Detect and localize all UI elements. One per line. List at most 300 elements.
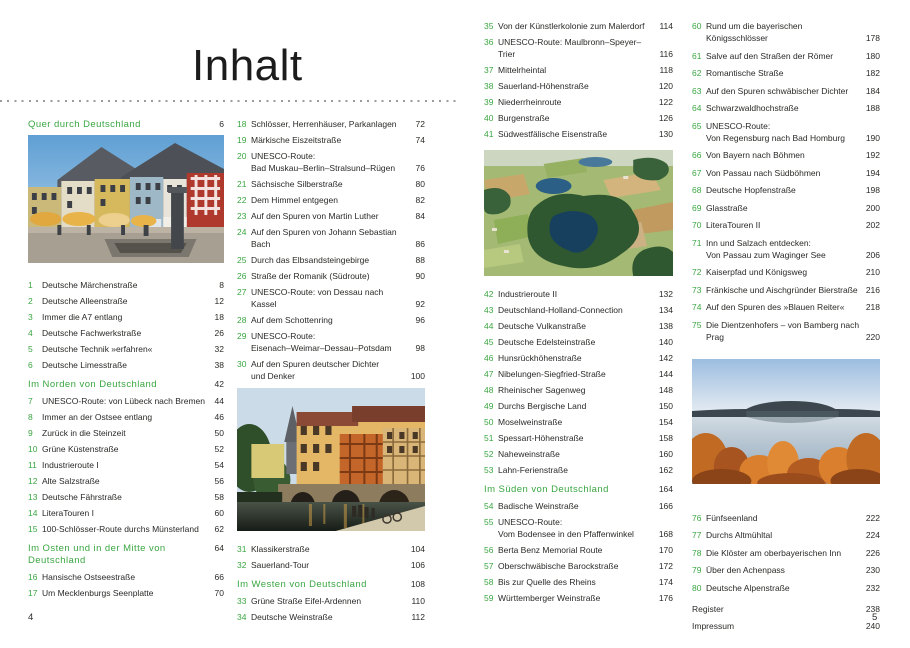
toc-entry: [484, 128, 673, 140]
entry-number: 49: [484, 401, 494, 411]
photo-bridge-dusk: [237, 388, 425, 531]
entry-page: 134: [658, 305, 673, 315]
entry-number: 73: [692, 284, 702, 295]
entry-page: 98: [415, 343, 425, 353]
entry-number: 67: [692, 167, 702, 178]
entry-page: 72: [415, 119, 425, 129]
entry-title-line: Alte Salzstraße: [42, 476, 100, 486]
entry-title-line: Rund um die bayerischen Königsschlösser: [706, 21, 803, 43]
entry-title: [706, 301, 866, 313]
entry-page: 154: [658, 417, 673, 427]
entry-page: 104: [410, 544, 425, 554]
entry-title: [498, 80, 659, 92]
entry-title-line: Die Klöster am oberbayerischen Inn: [706, 547, 842, 558]
entry-title-line: Deutsche Fährstraße: [42, 492, 122, 502]
entry-title-line: Immer an der Ostsee entlang: [42, 412, 153, 422]
entry-page: 60: [214, 508, 224, 518]
section-heading-page: 64: [214, 543, 224, 553]
entry-number: 52: [484, 449, 494, 459]
entry-number: 10: [28, 444, 38, 454]
section-heading-page: 108: [410, 579, 425, 589]
entry-page: 8: [219, 280, 224, 290]
toc-entry: [692, 547, 880, 559]
entry-title: [498, 464, 659, 476]
toc-entry: [484, 432, 673, 444]
entry-title: [498, 128, 659, 140]
entry-title-line: Deutsche Hopfenstraße: [706, 185, 796, 195]
toc-entry: [484, 592, 673, 604]
entry-page: 230: [865, 565, 880, 575]
toc-entry: [237, 226, 425, 250]
toc-entry: [484, 36, 673, 60]
entry-page: 44: [214, 396, 224, 406]
entry-title: [498, 96, 659, 108]
entry-page: 130: [658, 129, 673, 139]
entry-page: 224: [865, 530, 880, 540]
entry-number: 80: [692, 582, 702, 593]
toc-entry: [237, 210, 425, 222]
entry-title-line: Niederrheinroute: [498, 97, 562, 107]
photo-aerial-lakes: [484, 150, 673, 276]
entry-title: [251, 611, 411, 623]
entry-page: 168: [658, 529, 673, 539]
toc-entry: [692, 120, 880, 144]
entry-number: 37: [484, 65, 494, 75]
toc-entry: [692, 167, 880, 179]
section-heading-page: 6: [219, 119, 224, 129]
toc-entry: [237, 134, 425, 146]
entry-number: 63: [692, 85, 702, 96]
entry-page: 132: [658, 289, 673, 299]
toc-entry: [484, 464, 673, 476]
entry-page: 158: [658, 433, 673, 443]
entry-page: 226: [865, 547, 880, 558]
entry-title-line: Auf den Spuren des »Blauen Reiter«: [706, 302, 845, 312]
entry-title: [706, 50, 866, 62]
toc-entry: [484, 400, 673, 412]
entry-number: 77: [692, 530, 702, 540]
entry-page: 192: [865, 150, 880, 160]
entry-number: 11: [28, 460, 37, 470]
entry-title: [251, 330, 416, 354]
section-heading: [28, 118, 224, 131]
entry-number: 35: [484, 21, 494, 31]
toc-entry: [28, 523, 224, 535]
entry-page: 170: [658, 545, 673, 555]
toc-entry: [484, 304, 673, 316]
entry-title-line: UNESCO-Route: von Dessau nach Kassel: [251, 287, 384, 309]
entry-title-line: Von der Künstlerkolonie zum Malerdorf: [498, 21, 645, 31]
entry-title-line: UNESCO-Route: von Lübeck nach Bremen: [42, 396, 205, 406]
entry-title: [706, 219, 866, 231]
section-heading-page: 164: [658, 484, 673, 494]
entry-title-line: Zurück in die Steinzeit: [42, 428, 126, 438]
entry-page: 166: [658, 501, 673, 511]
entry-page: 142: [658, 353, 673, 363]
entry-number: 8: [28, 412, 33, 422]
entry-title: [42, 395, 215, 407]
entry-number: 79: [692, 565, 702, 575]
entry-title: [498, 516, 659, 540]
entry-title-line: Hunsrückhöhenstraße: [498, 353, 582, 363]
toc-entry: [484, 20, 673, 32]
entry-number: 39: [484, 97, 494, 107]
entry-title: [706, 582, 866, 594]
toc-entry: [28, 279, 224, 291]
toc-entry: [484, 384, 673, 396]
entry-number: 2: [28, 296, 33, 306]
entry-title-line: Deutsche Alpenstraße: [706, 582, 790, 593]
toc-entry: [237, 358, 425, 382]
entry-number: 30: [237, 359, 247, 369]
entry-title-line: Auf den Spuren von Martin Luther: [251, 211, 379, 221]
entry-number: 23: [237, 211, 247, 221]
entry-title-line: Deutsche Vulkanstraße: [498, 321, 587, 331]
entry-title-line: Durch das Elbsandsteingebirge: [251, 255, 370, 265]
entry-title: [251, 134, 416, 146]
toc-entry: [484, 352, 673, 364]
entry-page: 58: [214, 492, 224, 502]
entry-title: [42, 523, 215, 535]
photo-market-square: [28, 135, 224, 263]
toc-entry: [237, 178, 425, 190]
entry-page: 32: [214, 344, 224, 354]
entry-title-line: Württemberger Weinstraße: [498, 593, 601, 603]
toc-entry: [692, 237, 880, 261]
entry-page: 50: [214, 428, 224, 438]
entry-number: 17: [28, 588, 38, 598]
toc-entry: [237, 118, 425, 130]
entry-number: 18: [237, 119, 247, 129]
toc-entry: [692, 50, 880, 62]
toc-entry: [237, 611, 425, 623]
entry-title: [498, 560, 659, 572]
entry-title-line: Bad Muskau–Berlin–Stralsund–Rügen: [251, 163, 396, 173]
entry-page: 188: [865, 103, 880, 113]
entry-number: 71: [692, 237, 702, 248]
entry-title: [42, 491, 215, 503]
entry-title-line: UNESCO-Route:: [251, 331, 316, 341]
entry-title-line: Fränkische und Aischgründer Bierstraße: [706, 284, 858, 295]
entry-title-line: Industrieroute I: [42, 460, 99, 470]
entry-title: [42, 359, 215, 371]
page-title: Inhalt: [192, 41, 303, 90]
entry-number: 40: [484, 113, 494, 123]
entry-title-line: Naheweinstraße: [498, 449, 560, 459]
entry-title: [706, 184, 866, 196]
entry-title-line: Spessart-Höhenstraße: [498, 433, 584, 443]
entry-page: 194: [865, 167, 880, 178]
entry-page: 240: [865, 621, 880, 631]
entry-title-line: Straße der Romanik (Südroute): [251, 271, 370, 281]
toc-entry: [484, 560, 673, 572]
entry-title: [251, 178, 416, 190]
entry-title: [42, 327, 215, 339]
entry-title-line: Inn und Salzach entdecken:: [706, 237, 811, 248]
section-heading-label: Im Osten und in der Mitte von Deutschland: [28, 543, 166, 566]
toc-entry: [28, 295, 224, 307]
entry-title-line: Über den Achenpass: [706, 565, 785, 575]
toc-entry: [692, 564, 880, 576]
entry-title-line: Um Mecklenburgs Seenplatte: [42, 588, 154, 598]
entry-title: [498, 36, 659, 60]
entry-page: 210: [865, 267, 880, 277]
entry-title: [251, 314, 416, 326]
entry-page: 114: [659, 21, 673, 31]
entry-title-line: Bis zur Quelle des Rheins: [498, 577, 596, 587]
entry-number: 14: [28, 508, 38, 518]
section-heading-label: Im Süden von Deutschland: [484, 484, 609, 495]
entry-title: [706, 512, 866, 524]
entry-number: 38: [484, 81, 494, 91]
entry-number: 78: [692, 547, 702, 558]
entry-title-line: Deutsche Technik »erfahren«: [42, 344, 153, 354]
entry-title: [706, 202, 866, 214]
entry-title-line: Berta Benz Memorial Route: [498, 545, 603, 555]
entry-title: [498, 304, 659, 316]
entry-title-line: Auf den Spuren von Johann Sebastian Bach: [251, 227, 397, 249]
entry-title-line: Auf dem Schottenring: [251, 315, 333, 325]
toc-entry: [692, 529, 880, 541]
toc-entry: [484, 80, 673, 92]
entry-page: 82: [415, 195, 425, 205]
toc-entry: [237, 559, 425, 571]
entry-title: [498, 576, 659, 588]
toc-entry: [28, 327, 224, 339]
entry-page: 110: [411, 596, 425, 606]
toc-entry: [28, 427, 224, 439]
entry-number: 50: [484, 417, 494, 427]
entry-page: 84: [415, 211, 425, 221]
entry-title: [42, 311, 215, 323]
entry-title: [498, 592, 659, 604]
entry-number: 62: [692, 68, 702, 78]
toc-entry: [237, 286, 425, 310]
toc-entry: [237, 314, 425, 326]
entry-page: 182: [865, 68, 880, 78]
entry-title-line: Auf den Spuren schwäbischer Dichter: [706, 85, 849, 96]
entry-title: [42, 507, 215, 519]
entry-number: 9: [28, 428, 33, 438]
toc-entry: [237, 150, 425, 174]
entry-page: 144: [658, 369, 673, 379]
entry-title-line: UNESCO-Route:: [706, 120, 771, 131]
toc-entry: [237, 595, 425, 607]
right-page-number: 5: [872, 612, 878, 623]
toc-column-3: [484, 20, 673, 608]
toc-entry: [28, 359, 224, 371]
toc-entry: [28, 491, 224, 503]
entry-title-line: Rheinischer Sagenweg: [498, 385, 586, 395]
entry-title-line: LiteraTouren I: [42, 508, 94, 518]
entry-title-line: Deutsche Weinstraße: [251, 612, 333, 622]
entry-number: 68: [692, 185, 702, 195]
entry-number: 28: [237, 315, 247, 325]
entry-title: [251, 254, 416, 266]
entry-title: [251, 286, 416, 310]
entry-title: [706, 67, 866, 79]
entry-title: [706, 529, 866, 541]
entry-title-line: UNESCO-Route:: [498, 517, 563, 527]
entry-page: 216: [865, 284, 880, 295]
entry-title-line: Sauerland-Höhenstraße: [498, 81, 589, 91]
entry-page: 126: [658, 113, 673, 123]
entry-number: 70: [692, 220, 702, 230]
entry-title-line: 100-Schlösser-Route durchs Münsterland: [42, 524, 199, 534]
toc-entry: [484, 336, 673, 348]
entry-page: 202: [865, 220, 880, 230]
section-heading-page: 42: [214, 379, 224, 389]
entry-title: [706, 85, 866, 97]
entry-title: [498, 368, 659, 380]
toc-entry: [692, 266, 880, 278]
entry-number: 59: [484, 593, 494, 603]
toc-entry: [692, 85, 880, 97]
entry-title: [706, 120, 866, 144]
entry-number: 20: [237, 151, 247, 161]
entry-title: [706, 564, 866, 576]
entry-title: [692, 603, 866, 615]
entry-title-line: Dem Himmel entgegen: [251, 195, 338, 205]
toc-entry: [484, 368, 673, 380]
entry-title-line: Durchs Altmühltal: [706, 530, 773, 540]
entry-page: 18: [214, 312, 224, 322]
toc-entry: [28, 395, 224, 407]
toc-entry: [692, 219, 880, 231]
entry-title: [251, 358, 411, 382]
entry-page: 70: [214, 588, 224, 598]
toc-entry: [484, 516, 673, 540]
left-page-number: 4: [28, 612, 34, 623]
toc-entry: [237, 270, 425, 282]
dotted-divider: [0, 100, 456, 102]
entry-title: [42, 295, 215, 307]
entry-title-line: Salve auf den Straßen der Römer: [706, 50, 834, 61]
entry-title-line: Von Passau zum Waginger See: [706, 249, 826, 260]
entry-page: 172: [658, 561, 673, 571]
entry-page: 140: [658, 337, 673, 347]
entry-title: [498, 544, 659, 556]
entry-number: 42: [484, 289, 494, 299]
entry-title: [42, 411, 215, 423]
entry-page: 74: [415, 135, 425, 145]
toc-entry: [692, 149, 880, 161]
entry-number: 72: [692, 267, 702, 277]
entry-title: [706, 20, 866, 44]
entry-number: 74: [692, 302, 702, 312]
entry-title: [706, 237, 866, 261]
entry-number: 21: [237, 179, 247, 189]
entry-page: 56: [214, 476, 224, 486]
toc-entry: [692, 202, 880, 214]
entry-title-line: Grüne Küstenstraße: [42, 444, 119, 454]
toc-entry: [484, 448, 673, 460]
entry-title-line: Von Passau nach Südböhmen: [706, 167, 821, 178]
entry-number: 1: [28, 280, 33, 290]
entry-title: [42, 279, 219, 291]
entry-title: [706, 547, 866, 559]
entry-page: 76: [415, 163, 425, 173]
section-heading: [484, 483, 673, 496]
entry-page: 116: [659, 49, 673, 59]
entry-page: 148: [658, 385, 673, 395]
entry-page: 218: [865, 302, 880, 312]
entry-page: 100: [410, 371, 425, 381]
toc-column-4: [692, 20, 880, 638]
entry-title-line: Schlösser, Herrenhäuser, Parkanlagen: [251, 119, 397, 129]
entry-page: 12: [214, 296, 224, 306]
entry-title: [42, 475, 215, 487]
entry-page: 220: [865, 331, 880, 342]
entry-title: [498, 64, 659, 76]
entry-title-line: Deutsche Limesstraße: [42, 360, 128, 370]
entry-title: [498, 112, 659, 124]
toc-entry: [28, 587, 224, 599]
toc-entry: [28, 475, 224, 487]
entry-title: [706, 319, 866, 343]
entry-title: [251, 595, 411, 607]
entry-title-line: Sächsische Silberstraße: [251, 179, 343, 189]
entry-page: 66: [214, 572, 224, 582]
toc-entry: [692, 284, 880, 296]
entry-number: 29: [237, 331, 247, 341]
entry-number: 55: [484, 517, 494, 527]
entry-number: 7: [28, 396, 33, 406]
entry-page: 80: [415, 179, 425, 189]
toc-entry: [28, 571, 224, 583]
entry-number: 54: [484, 501, 494, 511]
entry-title-line: Register: [692, 603, 724, 614]
entry-number: 45: [484, 337, 494, 347]
toc-entry: [28, 311, 224, 323]
entry-title: [498, 384, 659, 396]
entry-page: 96: [415, 315, 425, 325]
toc-entry: [237, 254, 425, 266]
toc-entry: [692, 301, 880, 313]
entry-page: 106: [410, 560, 425, 570]
section-heading-label: Quer durch Deutschland: [28, 119, 141, 130]
toc-entry: [484, 320, 673, 332]
entry-number: 56: [484, 545, 494, 555]
entry-title-line: Von Bayern nach Böhmen: [706, 150, 805, 160]
entry-number: 16: [28, 572, 38, 582]
entry-number: 64: [692, 103, 702, 113]
entry-number: 60: [692, 21, 702, 31]
entry-page: 118: [659, 65, 673, 75]
entry-title: [498, 288, 659, 300]
entry-page: 120: [658, 81, 673, 91]
entry-title-line: Lahn-Ferienstraße: [498, 465, 568, 475]
entry-page: 200: [865, 202, 880, 213]
entry-number: 58: [484, 577, 494, 587]
entry-number: 46: [484, 353, 494, 363]
entry-title-line: Die Dientzenhofers – von Bamberg nach Prag: [706, 319, 860, 342]
entry-page: 86: [415, 239, 425, 249]
toc-entry: [484, 576, 673, 588]
entry-page: 122: [658, 97, 673, 107]
toc-entry: [484, 544, 673, 556]
entry-page: 206: [865, 249, 880, 260]
entry-page: 92: [415, 299, 425, 309]
entry-number: 13: [28, 492, 38, 502]
entry-number: 65: [692, 120, 702, 131]
entry-title: [42, 443, 215, 455]
toc-entry: [28, 459, 224, 471]
toc-entry: [692, 603, 880, 615]
entry-title-line: Romantische Straße: [706, 68, 784, 78]
entry-title: [498, 336, 659, 348]
entry-number: 61: [692, 50, 702, 61]
